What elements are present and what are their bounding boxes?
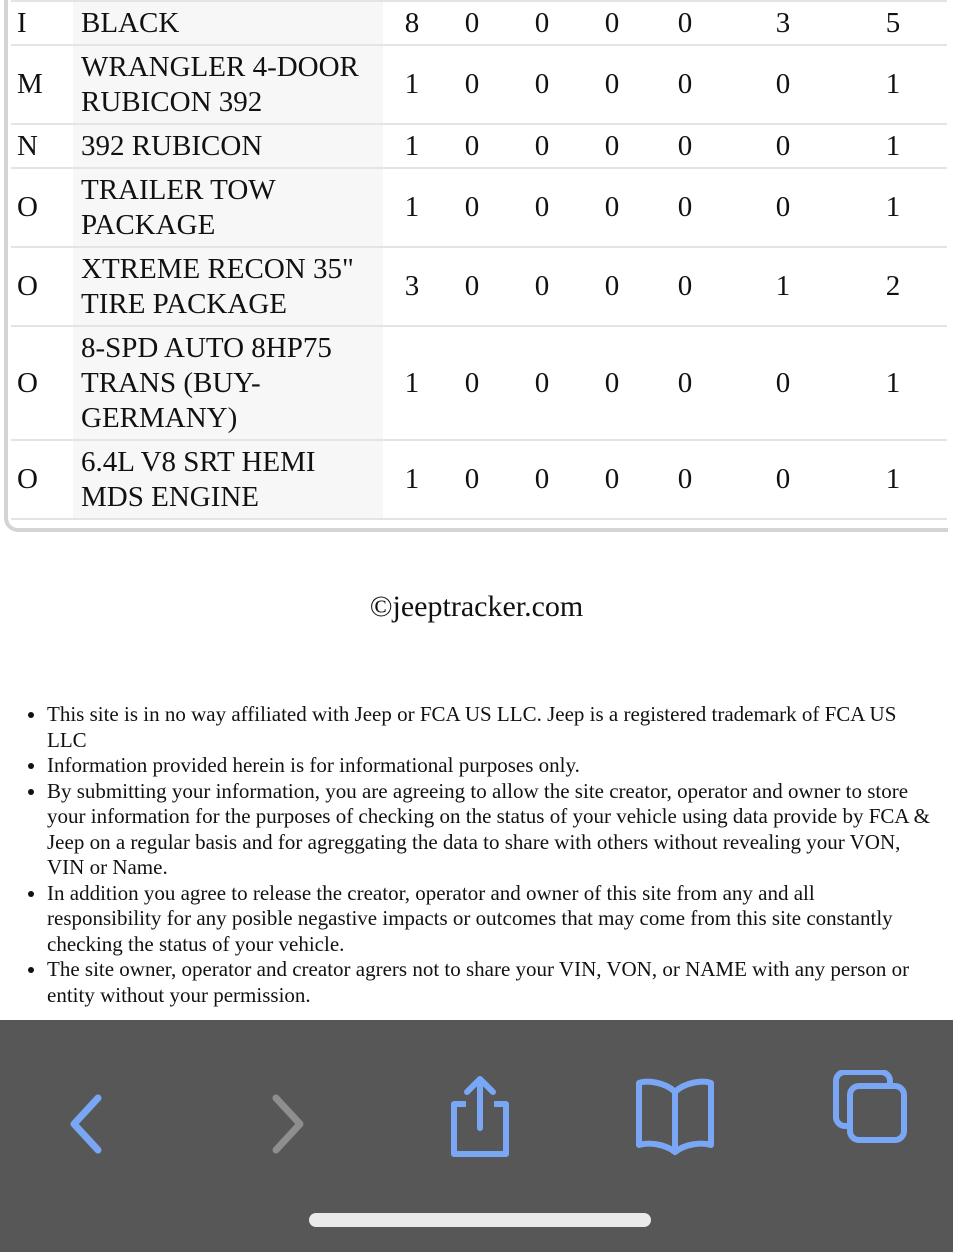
vehicle-options-table-container [4,0,948,532]
row-count-1: 1 [404,366,420,399]
row-count-5: 0 [677,68,693,100]
row-code: N [17,129,38,162]
table-row [11,326,947,440]
row-count-2: 0 [464,366,480,399]
forward-icon [240,1070,340,1170]
row-count-5: 0 [677,463,693,495]
row-code: O [17,270,38,302]
table-row [11,1,947,45]
back-icon [38,1070,138,1170]
row-count-4: 0 [604,6,620,39]
row-code: M [17,68,43,100]
row-count-1: 1 [404,463,420,495]
row-count-6: 0 [775,68,791,100]
share-button[interactable] [430,1070,530,1170]
row-count-7: 1 [885,463,901,495]
row-count-4: 0 [604,68,620,100]
row-count-2: 0 [464,191,480,223]
row-count-2: 0 [464,270,480,302]
disclaimer-item: • This site is in no way affiliated with Jeep or FCA US LLC. Jeep is a registered trademark of FCA US LLC [47,702,930,753]
disclaimer-item: • Information provided herein is for informational purposes only. [47,753,930,779]
row-count-6: 1 [775,270,791,302]
description-line: XTREME RECON 35" [81,252,354,285]
description-line: TRAILER TOW [81,173,276,206]
table-row [11,124,947,168]
forward-button[interactable] [240,1070,340,1170]
row-count-3: 0 [534,68,550,100]
row-count-6: 0 [775,366,791,399]
row-description [73,124,383,168]
row-count-4: 0 [604,366,620,399]
row-count-2: 0 [464,129,480,162]
description-line: PACKAGE [81,208,216,241]
row-count-3: 0 [534,129,550,162]
row-count-7: 1 [885,366,901,399]
row-count-3: 0 [534,463,550,495]
tabs-icon [820,1070,920,1170]
row-count-6: 0 [775,129,791,162]
row-description [73,247,383,326]
row-count-5: 0 [677,129,693,162]
row-count-4: 0 [604,191,620,223]
disclaimer-item: • In addition you agree to release the creator, operator and owner of this site from any and all responsibility for any posible negastive impacts or outcomes that may come from this site constantly checking the status of your vehicle. [47,881,930,958]
description-line: 6.4L V8 SRT HEMI [81,445,316,478]
row-code: O [17,463,38,495]
row-count-7: 1 [885,129,901,162]
row-description [73,440,383,519]
table-row [11,247,947,326]
row-count-3: 0 [534,270,550,302]
row-count-7: 1 [885,68,901,100]
row-count-3: 0 [534,6,550,39]
row-count-3: 0 [534,191,550,223]
row-code: O [17,366,38,399]
disclaimer-list [0,702,930,1008]
table-row [11,168,947,247]
table-row [11,440,947,519]
row-count-3: 0 [534,366,550,399]
back-button[interactable] [38,1070,138,1170]
row-code: O [17,191,38,223]
row-count-4: 0 [604,129,620,162]
description-line: MDS ENGINE [81,480,260,513]
row-description [73,1,383,45]
row-count-6: 0 [775,191,791,223]
row-description [73,168,383,247]
row-count-1: 1 [404,68,420,100]
row-count-5: 0 [677,366,693,399]
row-count-5: 0 [677,270,693,302]
row-count-7: 1 [885,191,901,223]
row-description [73,326,383,440]
row-count-5: 0 [677,191,693,223]
row-code: I [17,6,27,39]
description-line: 8-SPD AUTO 8HP75 [81,331,332,364]
row-count-4: 0 [604,270,620,302]
disclaimer-item: • The site owner, operator and creator agrers not to share your VIN, VON, or NAME with any person or entity without your permission. [47,957,930,1008]
row-count-1: 8 [404,6,420,39]
row-count-6: 0 [775,463,791,495]
description-line: BLACK [81,6,180,39]
bookmarks-button[interactable] [625,1070,725,1170]
home-indicator[interactable] [309,1213,651,1227]
description-line: 392 RUBICON [81,129,263,162]
description-line: TIRE PACKAGE [81,287,287,320]
row-count-1: 1 [404,129,420,162]
row-count-5: 0 [677,6,693,39]
row-count-2: 0 [464,68,480,100]
copyright-text: ©jeeptracker.com [369,590,584,623]
bookmarks-icon [625,1070,725,1170]
table-row [11,45,947,124]
tabs-button[interactable] [820,1070,920,1170]
row-count-4: 0 [604,463,620,495]
row-count-2: 0 [464,6,480,39]
description-line: WRANGLER 4-DOOR [81,50,359,83]
row-count-2: 0 [464,463,480,495]
row-description [73,45,383,124]
row-count-6: 3 [775,6,791,39]
description-line: RUBICON 392 [81,85,263,118]
description-line: TRANS (BUY- [81,366,261,399]
row-count-1: 1 [404,191,420,223]
row-count-7: 5 [885,6,901,39]
row-count-1: 3 [404,270,420,302]
share-icon [430,1070,530,1170]
vehicle-options-table [11,0,947,520]
row-count-7: 2 [885,270,901,302]
disclaimer-item: • By submitting your information, you are agreeing to allow the site creator, operator and owner to store your information for the purposes of checking on the status of your vehicle using data provide by FCA & Jeep on a regular basis and for agreggating the data to share with others without revealing your VON, VIN or Name. [47,779,930,881]
description-line: GERMANY) [81,401,238,434]
